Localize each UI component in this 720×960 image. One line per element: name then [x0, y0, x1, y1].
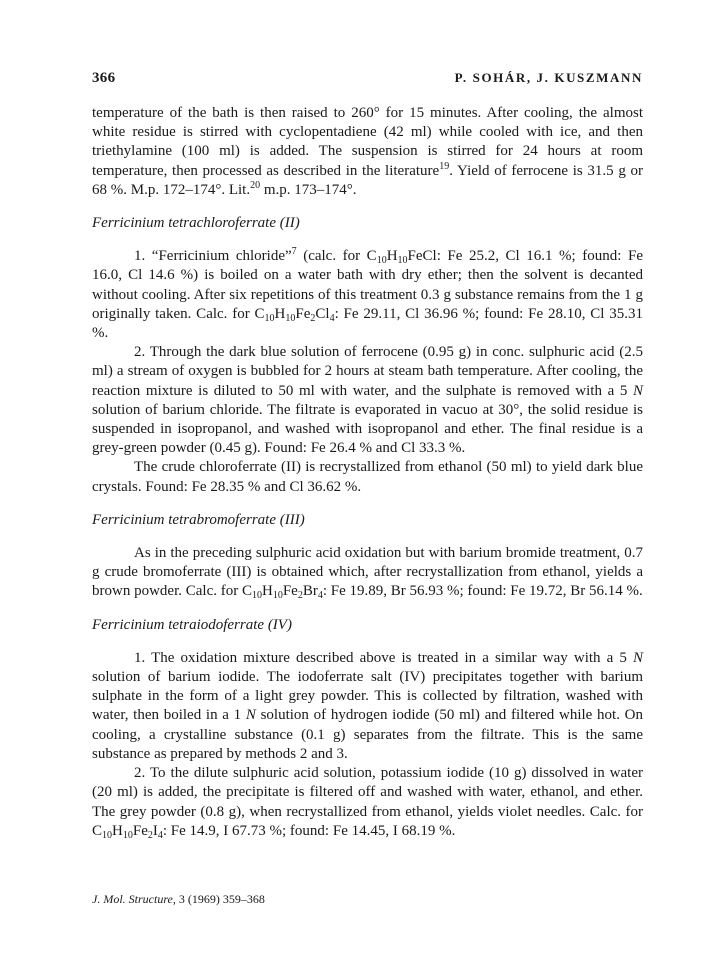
- section-heading-tetraiodoferrate: Ferricinium tetraiodoferrate (IV): [92, 616, 292, 633]
- reference-superscript: 20: [250, 179, 261, 191]
- journal-name: J. Mol. Structure,: [92, 892, 176, 906]
- section-heading-tetrachloroferrate: Ferricinium tetrachloroferrate (II): [92, 215, 300, 232]
- paragraph-chloroferrate-method-2: 2. Through the dark blue solution of ferrocene (0.95 g) in conc. sulphuric acid (2.5 ml) a stream of oxygen is bubbled for 2 hours at steam bath temperature. After cooling, the reaction mixture is diluted to 50 ml with water, and the sulphate is removed with a 5 N solution of barium chloride. The filtrate is evaporated in vacuo at 30°, the solid residue is suspended in isopropanol, and washed with isopropanol and ether. The final residue is a grey-green powder (0.45 g). Found: Fe 26.4 % and Cl 33.3 %.: [92, 344, 643, 457]
- article-body: [92, 104, 643, 841]
- page-header: [92, 70, 643, 90]
- reference-superscript: 7: [291, 246, 297, 258]
- paragraph-chloroferrate-recrystallization: The crude chloroferrate (II) is recrystallized from ethanol (50 ml) to yield dark blue crystals. Found: Fe 28.35 % and Cl 36.62 %.: [92, 459, 643, 495]
- page-number: 366: [92, 70, 116, 86]
- journal-citation-footer: [92, 892, 265, 907]
- reference-superscript: 19: [439, 160, 450, 172]
- paragraph-intro: temperature of the bath is then raised to 260° for 15 minutes. After cooling, the almost white residue is stirred with cyclopentadiene (42 ml) while cooled with ice, and then triethylamine (100 ml) is added. The suspension is stirred for 24 hours at room temperature, then processed as described in the literature$^{19}$. Yield of ferrocene is 31.5 g or 68 %. M.p. 172–174°. Lit.$^{20}$ m.p. 173–174°.: [92, 105, 643, 198]
- paragraph-bromoferrate: As in the preceding sulphuric acid oxidation but with barium bromide treatment, 0.7 g crude bromoferrate (III) is obtained which, after recrystallization from ethanol, yields a brown powder. Calc. for $C_{10}H_{10}Fe_2Br_4$: Fe 19.89, Br 56.93 %; found: Fe 19.72, Br 56.14 %.: [92, 545, 643, 602]
- journal-volume-pages: 3 (1969) 359–368: [175, 892, 265, 906]
- section-heading-tetrabromoferrate: Ferricinium tetrabromoferrate (III): [92, 511, 305, 528]
- paragraph-iodoferrate-method-1: 1. The oxidation mixture described above is treated in a similar way with a 5 N solution of barium iodide. The iodoferrate salt (IV) precipitates together with barium sulphate in the form of a light grey powder. This is collected by filtration, washed with water, then boiled in a 1 N solution of hydrogen iodide (50 ml) and filtered while hot. On cooling, a crystalline substance (0.1 g) separates from the filtrate. This is the same substance as prepared by methods 2 and 3.: [92, 649, 643, 762]
- paragraph-iodoferrate-method-2: 2. To the dilute sulphuric acid solution, potassium iodide (10 g) dissolved in water (20 ml) is added, the precipitate is filtered off and washed with water, ethanol, and ether. The grey powder (0.8 g), when recrystallized from ethanol, yields violet needles. Calc. for $C_{10}H_{10}Fe_2I_4$: Fe 14.9, I 67.73 %; found: Fe 14.45, I 68.19 %.: [92, 765, 643, 841]
- paragraph-chloroferrate-method-1: 1. “Ferricinium chloride”$^7$ (calc. for $C_{10}H_{10}FeCl$: Fe 25.2, Cl 16.1 %; found: Fe 16.0, Cl 14.6 %) is boiled on a water bath with dry ether; then the solvent is decanted without cooling. After six repetitions of this treatment 0.3 g substance remains from the 1 g originally taken. Calc. for $C_{10}H_{10}Fe_2Cl_4$: Fe 29.11, Cl 36.96 %; found: Fe 28.10, Cl 35.31 %.: [92, 246, 643, 342]
- running-head-authors: P. SOHÁR, J. KUSZMANN: [454, 70, 643, 85]
